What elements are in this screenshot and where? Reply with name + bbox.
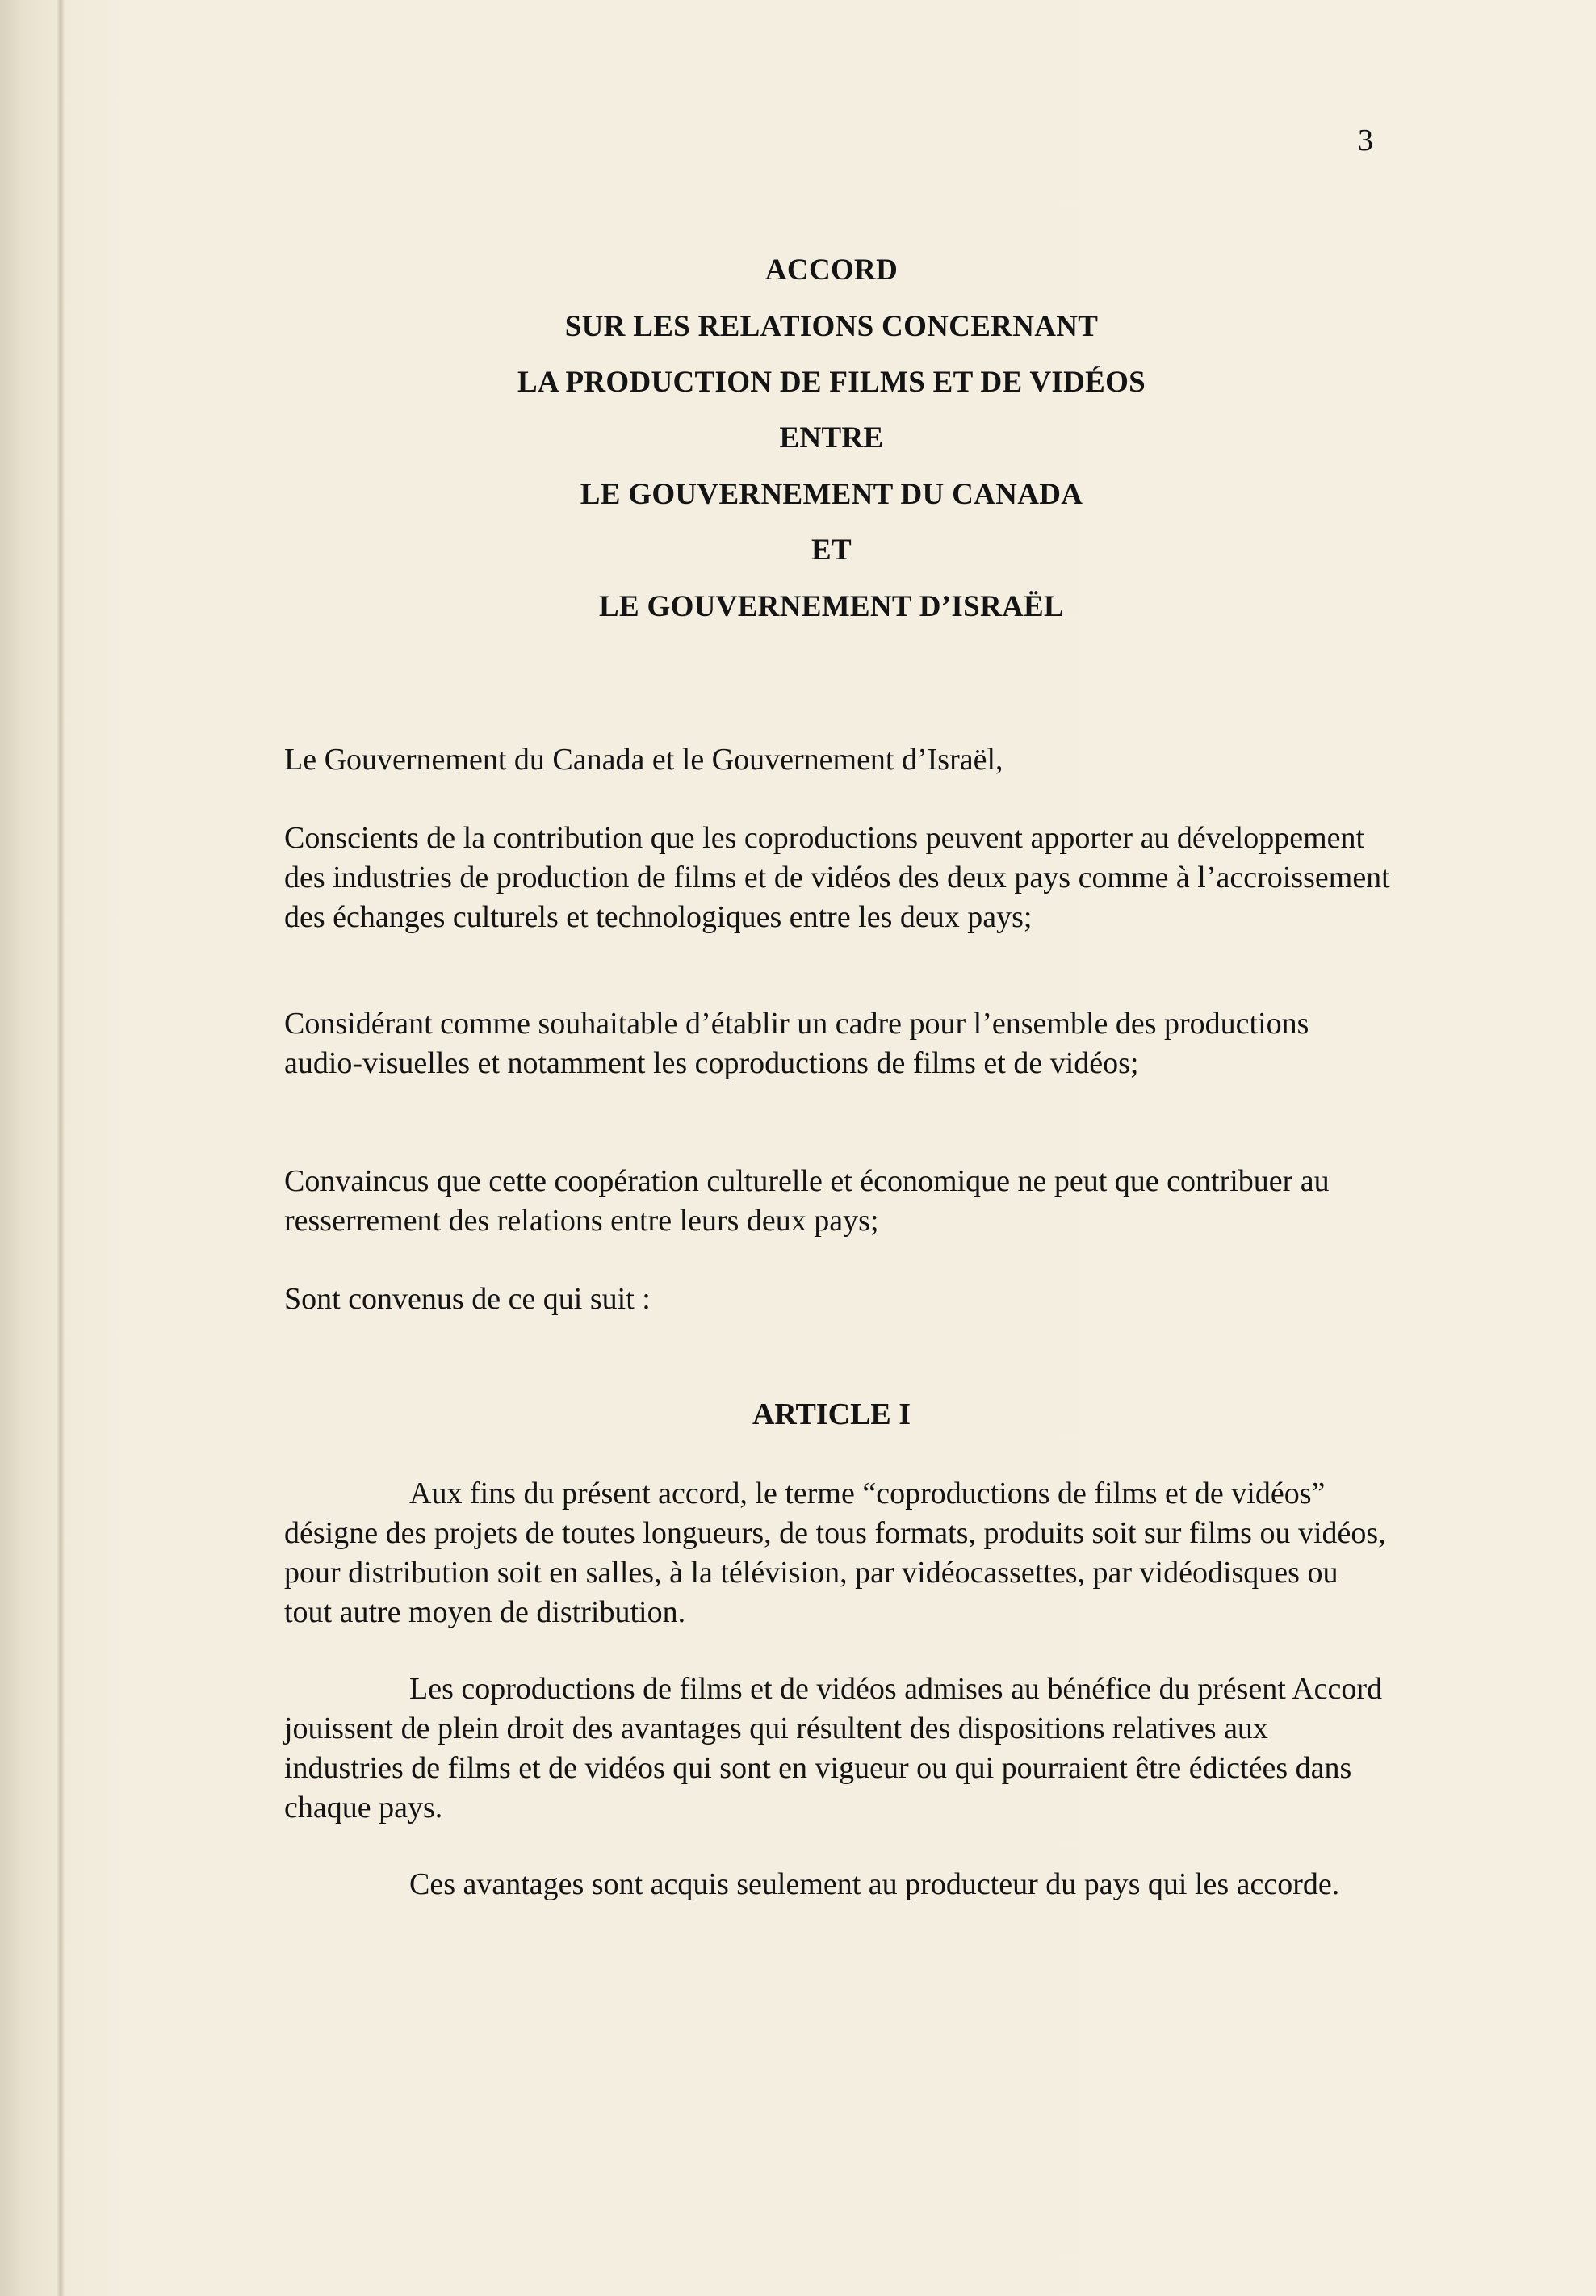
article-paragraph-1: Aux fins du présent accord, le terme “coproductions de films et de vidéos” désigne des projets de toutes longueurs, de tous formats, produits soit sur films ou vidéos, pour distribution soit en salles, à la télévision, par vidéocassettes, par vidéodisques ou tout autre moyen de distribution. bbox=[284, 1477, 1386, 1629]
title-line-7: LE GOUVERNEMENT D’ISRAËL bbox=[598, 590, 1064, 623]
preamble-sont-convenus: Sont convenus de ce qui suit : bbox=[284, 1282, 651, 1316]
article-paragraph-2: Les coproductions de films et de vidéos admises au bénéfice du présent Accord jouissent de plein droit des avantages qui résultent des dispositions relatives aux industries de films et de vidéos qui sont en vigueur ou qui pourraient être édictées dans chaque pays. bbox=[284, 1672, 1383, 1825]
title-line-4: ENTRE bbox=[779, 421, 884, 455]
article-heading: ARTICLE I bbox=[752, 1397, 911, 1431]
title-line-2: SUR LES RELATIONS CONCERNANT bbox=[564, 310, 1099, 343]
preamble-conscients: Conscients de la contribution que les coproductions peuvent apporter au développement des industries de production de films et de vidéos des deux pays comme à l’accroissement des échanges culturels et technologiques entre les deux pays; bbox=[284, 821, 1390, 934]
preamble-considerant: Considérant comme souhaitable d’établir un cadre pour l’ensemble des productions audio-visuelles et notamment les coproductions de films et de vidéos; bbox=[284, 1007, 1309, 1080]
title-line-5: LE GOUVERNEMENT DU CANADA bbox=[580, 478, 1083, 511]
article-paragraph-3: Ces avantages sont acquis seulement au producteur du pays qui les accorde. bbox=[409, 1867, 1340, 1901]
title-line-6: ET bbox=[811, 534, 852, 567]
preamble-convaincus: Convaincus que cette coopération culturelle et économique ne peut que contribuer au resserrement des relations entre leurs deux pays; bbox=[284, 1164, 1330, 1238]
page-number: 3 bbox=[1358, 124, 1373, 157]
binding-spine-shadow bbox=[57, 0, 65, 2296]
title-line-3: LA PRODUCTION DE FILMS ET DE VIDÉOS bbox=[517, 366, 1146, 399]
title-line-1: ACCORD bbox=[764, 253, 899, 287]
preamble-parties: Le Gouvernement du Canada et le Gouvernement d’Israël, bbox=[284, 743, 1003, 777]
